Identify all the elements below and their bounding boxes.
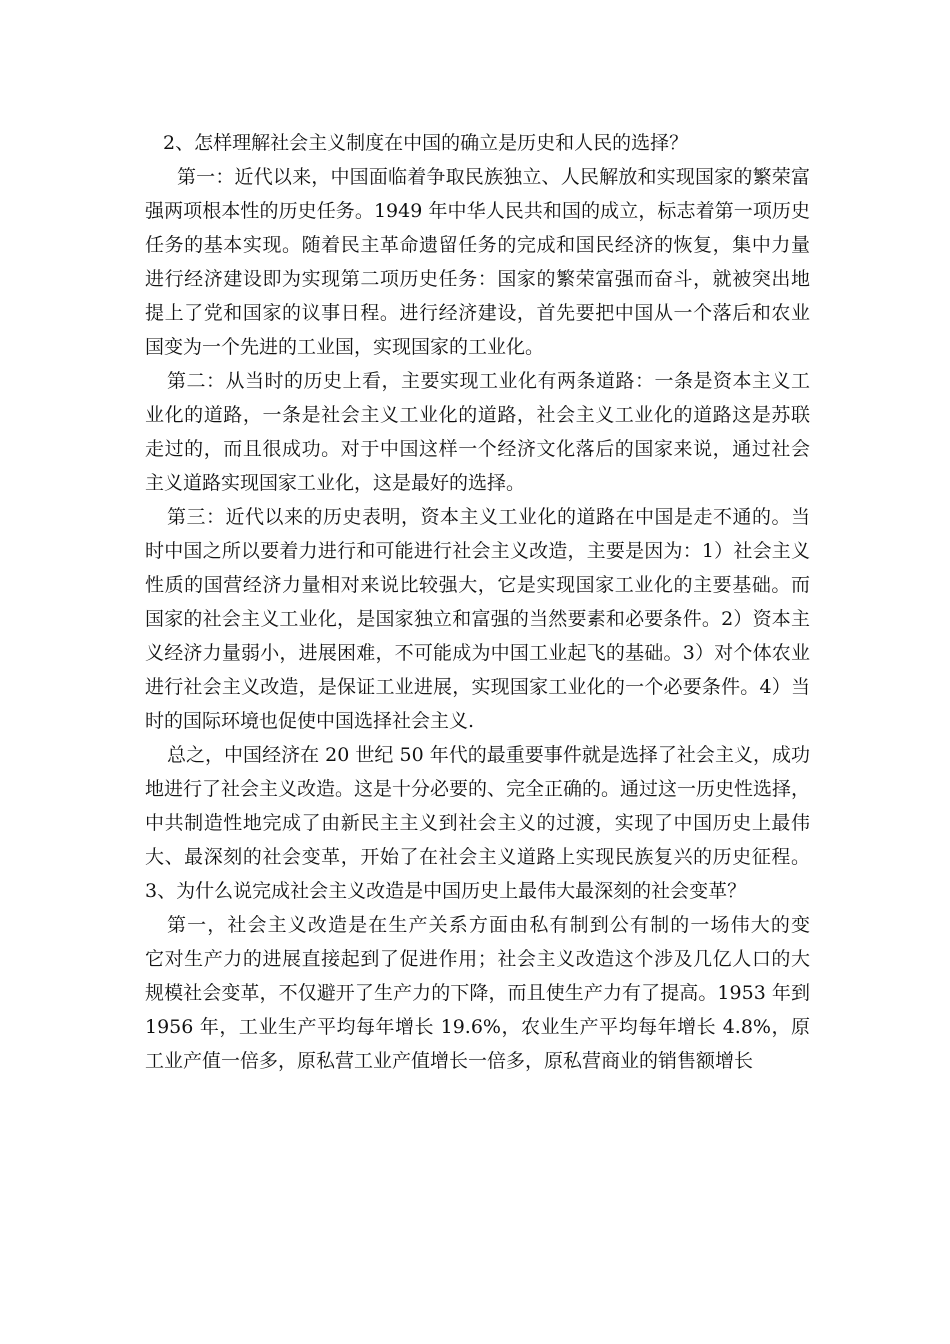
document-page bbox=[145, 128, 810, 1080]
paragraph-line: 时中国之所以要着力进行和可能进行社会主义改造，主要是因为：1）社会主义 bbox=[145, 540, 810, 562]
paragraph-line: 义经济力量弱小，进展困难，不可能成为中国工业起飞的基础。3）对个体农业 bbox=[145, 642, 810, 664]
paragraph-line: 进行经济建设即为实现第二项历史任务：国家的繁荣富强而奋斗，就被突出地 bbox=[145, 268, 810, 290]
paragraph-line: 走过的，而且很成功。对于中国这样一个经济文化落后的国家来说，通过社会 bbox=[145, 438, 810, 460]
paragraph-line: 大、最深刻的社会变革，开始了在社会主义道路上实现民族复兴的历史征程。 bbox=[145, 846, 810, 868]
paragraph-line: 第三：近代以来的历史表明，资本主义工业化的道路在中国是走不通的。当 bbox=[167, 506, 810, 528]
paragraph-line: 工业产值一倍多，原私营工业产值增长一倍多，原私营商业的销售额增长 bbox=[145, 1050, 754, 1072]
paragraph-line: 它对生产力的进展直接起到了促进作用；社会主义改造这个涉及几亿人口的大 bbox=[145, 948, 810, 970]
paragraph-line: 业化的道路，一条是社会主义工业化的道路，社会主义工业化的道路这是苏联 bbox=[145, 404, 810, 426]
paragraph-line: 第一，社会主义改造是在生产关系方面由私有制到公有制的一场伟大的变 bbox=[167, 914, 810, 936]
question-2-heading: 2、怎样理解社会主义制度在中国的确立是历史和人民的选择？ bbox=[163, 132, 689, 154]
paragraph-line: 国变为一个先进的工业国，实现国家的工业化。 bbox=[145, 336, 545, 358]
paragraph-line: 任务的基本实现。随着民主革命遗留任务的完成和国民经济的恢复，集中力量 bbox=[145, 234, 810, 256]
paragraph-line: 第二：从当时的历史上看，主要实现工业化有两条道路：一条是资本主义工 bbox=[167, 370, 810, 392]
paragraph-line: 主义道路实现国家工业化，这是最好的选择。 bbox=[145, 472, 526, 494]
paragraph-line: 规模社会变革，不仅避开了生产力的下降，而且使生产力有了提高。1953 年到 bbox=[145, 982, 810, 1004]
paragraph-line: 中共制造性地完成了由新民主主义到社会主义的过渡，实现了中国历史上最伟 bbox=[145, 812, 810, 834]
paragraph-line: 地进行了社会主义改造。这是十分必要的、完全正确的。通过这一历史性选择， bbox=[145, 778, 810, 800]
paragraph-line: 总之，中国经济在 20 世纪 50 年代的最重要事件就是选择了社会主义，成功 bbox=[167, 744, 810, 766]
paragraph-line: 提上了党和国家的议事日程。进行经济建设，首先要把中国从一个落后和农业 bbox=[145, 302, 810, 324]
paragraph-line: 1956 年，工业生产平均每年增长 19.6%，农业生产平均每年增长 4.8%，原 bbox=[145, 1016, 810, 1038]
paragraph-line: 时的国际环境也促使中国选择社会主义. bbox=[145, 710, 475, 732]
paragraph-line: 进行社会主义改造，是保证工业进展，实现国家工业化的一个必要条件。4）当 bbox=[145, 676, 810, 698]
paragraph-line: 第一：近代以来，中国面临着争取民族独立、人民解放和实现国家的繁荣富 bbox=[177, 166, 810, 188]
paragraph-line: 国家的社会主义工业化，是国家独立和富强的当然要素和必要条件。2）资本主 bbox=[145, 608, 810, 630]
paragraph-line: 性质的国营经济力量相对来说比较强大，它是实现国家工业化的主要基础。而 bbox=[145, 574, 810, 596]
paragraph-line: 强两项根本性的历史任务。1949 年中华人民共和国的成立，标志着第一项历史 bbox=[145, 200, 810, 222]
question-3-heading: 3、为什么说完成社会主义改造是中国历史上最伟大最深刻的社会变革？ bbox=[145, 880, 747, 902]
